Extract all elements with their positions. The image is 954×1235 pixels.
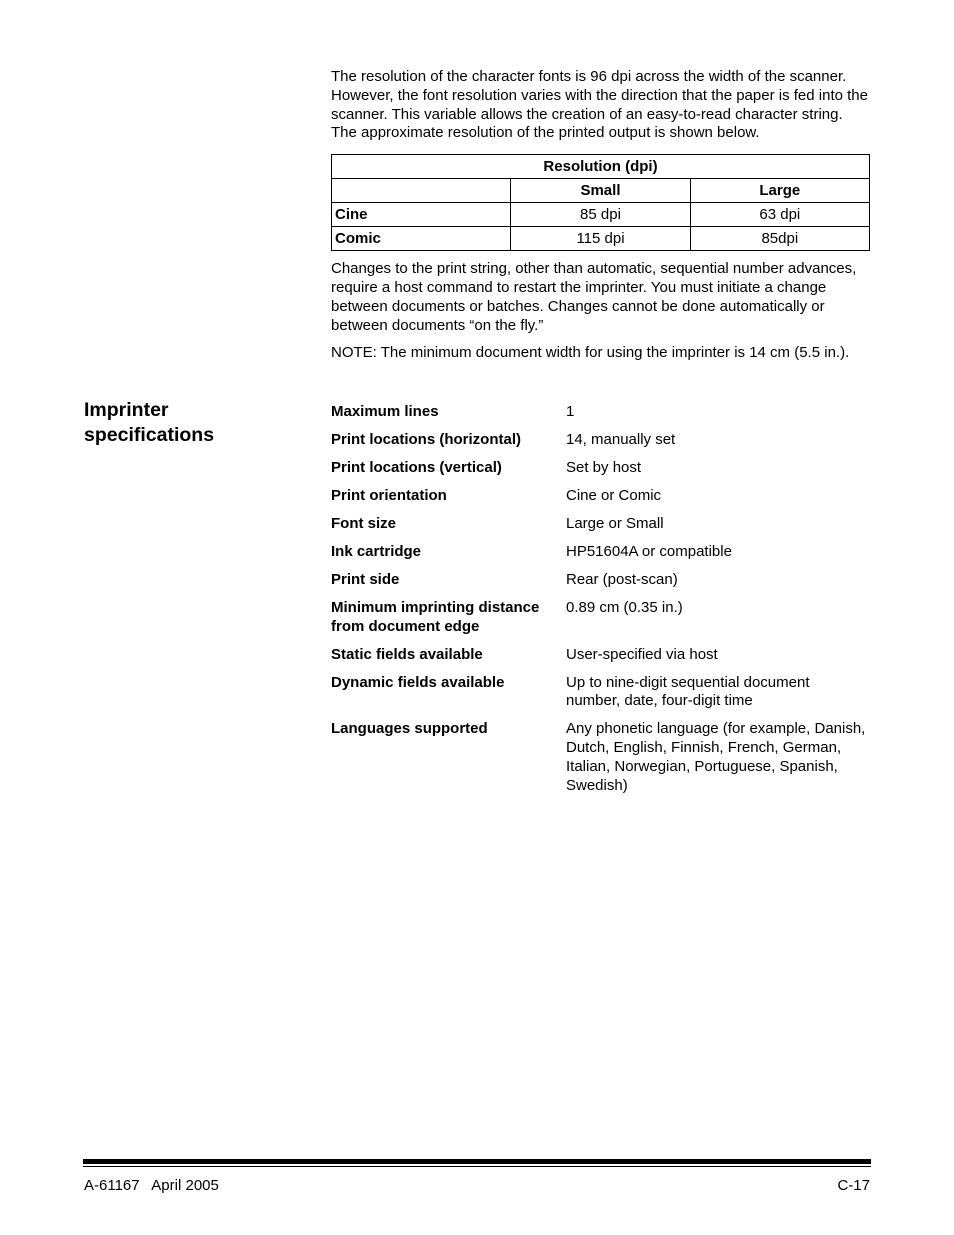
spec-row <box>331 720 871 795</box>
spec-value: Rear (post-scan) <box>566 570 678 588</box>
footer-rule-thin <box>83 1166 871 1167</box>
cell-cine-large: 63 dpi <box>690 203 869 227</box>
spec-label: Ink cartridge <box>331 542 422 560</box>
note-paragraph: NOTE: The minimum document width for using the imprinter is 14 cm (5.5 in.). <box>331 344 850 362</box>
column-header-small: Small <box>511 179 690 203</box>
table-header-row <box>332 155 870 179</box>
spec-value: HP51604A or compatible <box>566 542 732 560</box>
main-content <box>331 68 871 363</box>
spec-row <box>331 403 871 422</box>
spec-label: Languages supported <box>331 720 488 738</box>
spec-row <box>331 646 871 665</box>
table-row <box>332 203 870 227</box>
spec-row <box>331 515 871 534</box>
spec-row <box>331 487 871 506</box>
footer-doc-number: A-61167 <box>84 1177 140 1194</box>
column-header-large: Large <box>690 179 869 203</box>
spec-row <box>331 674 871 712</box>
footer-date: April 2005 <box>151 1177 219 1194</box>
specs-list <box>331 403 871 805</box>
row-label-comic: Comic <box>332 227 511 251</box>
spec-value: Any phonetic language (for example, Danish, Dutch, English, Finnish, French, German, Italian, Norwegian, Portuguese, Spanish, Swedish) <box>566 720 866 794</box>
spec-label: Dynamic fields available <box>331 673 505 691</box>
spec-label: Print locations (horizontal) <box>331 430 521 448</box>
spec-label: Print locations (vertical) <box>331 458 502 476</box>
table-title: Resolution (dpi) <box>332 155 870 179</box>
table-column-row <box>332 179 870 203</box>
cell-cine-small: 85 dpi <box>511 203 690 227</box>
spec-row <box>331 431 871 450</box>
spec-value: 14, manually set <box>566 430 676 448</box>
intro-paragraph: The resolution of the character fonts is 96 dpi across the width of the scanner. However, the font resolution varies with the direction that the paper is fed into the scanner. This variable allows the creation of an easy-to-read character string. The approximate resolution of the printed output is shown below. <box>331 68 868 142</box>
spec-value: Large or Small <box>566 514 664 532</box>
spec-label: Minimum imprinting distance from document edge <box>331 598 540 635</box>
table-corner-cell <box>332 179 511 203</box>
spec-label: Maximum lines <box>331 403 439 420</box>
spec-value: User-specified via host <box>566 645 718 663</box>
spec-label: Static fields available <box>331 645 483 663</box>
spec-value: 1 <box>566 403 575 420</box>
spec-row <box>331 571 871 590</box>
spec-value: Set by host <box>566 458 642 476</box>
footer-page-number: C-17 <box>837 1177 870 1194</box>
spec-value: Up to nine-digit sequential document number, date, four-digit time <box>566 673 810 710</box>
footer-rule-thick <box>83 1159 871 1164</box>
resolution-table <box>331 154 870 251</box>
spec-label: Print orientation <box>331 486 447 504</box>
section-heading: Imprinter specifications <box>84 399 215 446</box>
cell-comic-large: 85dpi <box>690 227 869 251</box>
cell-comic-small: 115 dpi <box>511 227 690 251</box>
spec-label: Font size <box>331 514 397 532</box>
spec-label: Print side <box>331 570 400 588</box>
footer-left <box>84 1177 219 1195</box>
spec-row <box>331 459 871 478</box>
spec-row <box>331 599 871 637</box>
spec-row <box>331 543 871 562</box>
spec-value: Cine or Comic <box>566 486 662 504</box>
row-label-cine: Cine <box>332 203 511 227</box>
table-row <box>332 227 870 251</box>
spec-value: 0.89 cm (0.35 in.) <box>566 598 683 616</box>
changes-paragraph: Changes to the print string, other than automatic, sequential number advances, require a host command to restart the imprinter. You must initiate a change between documents or batches. Changes cannot be done automatically or between documents “on the fly.” <box>331 260 857 334</box>
